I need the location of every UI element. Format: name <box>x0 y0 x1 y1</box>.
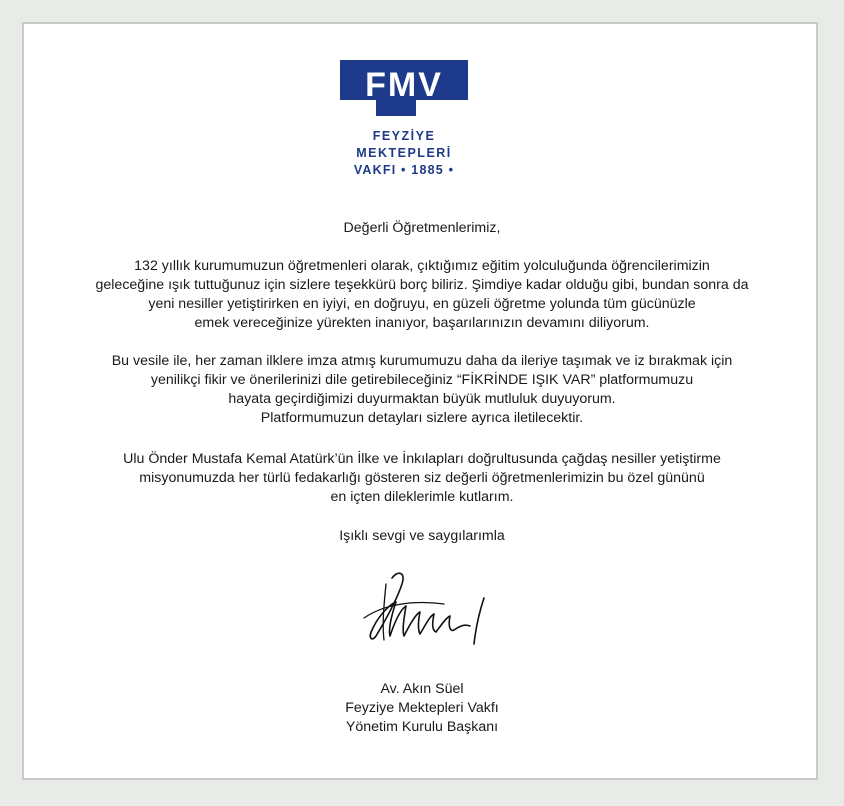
signer-name: Av. Akın Süel <box>380 681 464 697</box>
svg-text:FEYZİYE: FEYZİYE <box>372 129 436 143</box>
svg-text:VAKFI • 1885 •: VAKFI • 1885 • <box>353 163 455 177</box>
closing-line: Işıklı sevgi ve saygılarımla <box>339 528 505 544</box>
svg-text:FMV: FMV <box>365 66 443 104</box>
fmv-logo <box>340 60 468 182</box>
paragraph-1 <box>24 257 820 333</box>
paragraph-2 <box>24 352 820 428</box>
signer-organization: Feyziye Mektepleri Vakfı <box>345 700 499 716</box>
paragraph-line: hayata geçirdiğimizi duyurmaktan büyük mutluluk duyuyorum. <box>228 391 616 407</box>
paragraph-line: emek vereceğinize yürekten inanıyor, başarılarınızın devamını diliyorum. <box>194 315 650 331</box>
paragraph-line: geleceğine ışık tuttuğunuz için sizlere teşekkürü borç biliriz. Şimdiye kadar olduğu gibi, bundan sonra da <box>95 277 749 293</box>
svg-text:MEKTEPLERİ: MEKTEPLERİ <box>356 146 452 160</box>
paragraph-line: yeni nesiller yetiştirirken en iyiyi, en doğruyu, en güzeli öğretme yolunda tüm gücünüzle <box>148 296 696 312</box>
signer-title: Yönetim Kurulu Başkanı <box>345 719 499 735</box>
paragraph-line: 132 yıllık kurumumuzun öğretmenleri olarak, çıktığımız eğitim yolculuğunda öğrencilerimizin <box>134 258 710 274</box>
paragraph-line: Bu vesile ile, her zaman ilklere imza atmış kurumumuzu daha da ileriye taşımak ve iz bırakmak için <box>111 353 733 369</box>
paragraph-line: Ulu Önder Mustafa Kemal Atatürk’ün İlke ve İnkılapları doğrultusunda çağdaş nesiller yetiştirme <box>123 451 721 467</box>
paragraph-line: misyonumuzda her türlü fedakarlığı gösteren siz değerli öğretmenlerimizin bu özel gününü <box>139 470 705 486</box>
greeting: Değerli Öğretmenlerimiz, <box>343 220 501 236</box>
paragraph-3 <box>24 450 820 507</box>
paragraph-line: Platformumuzun detayları sizlere ayrıca iletilecektir. <box>260 410 584 426</box>
paragraph-line: yenilikçi fikir ve önerilerinizi dile getirebileceğiniz “FİKRİNDE IŞIK VAR” platformumuzu <box>150 372 694 388</box>
paragraph-line: en içten dileklerimle kutlarım. <box>330 489 514 505</box>
signer-block <box>24 680 820 737</box>
handwritten-signature <box>324 544 504 654</box>
letter-card <box>22 22 818 780</box>
